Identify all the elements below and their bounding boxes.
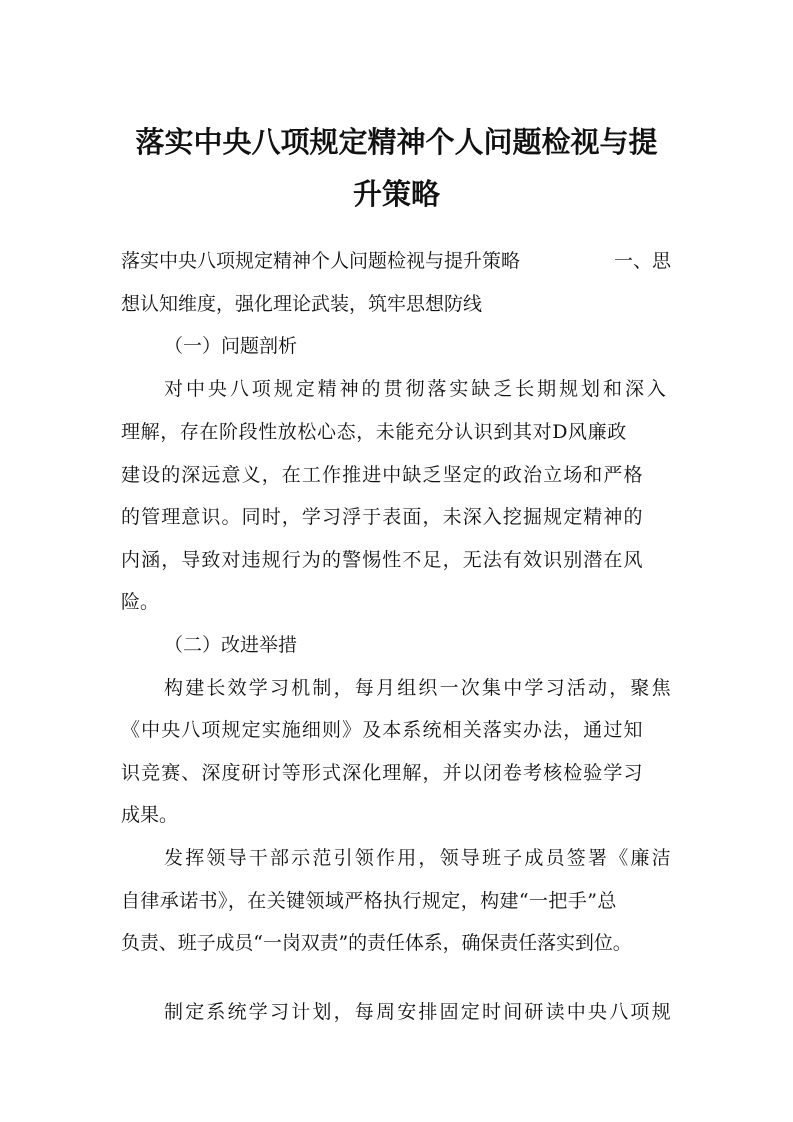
document-title-line-2: 升策略	[352, 177, 440, 211]
document-title-line-1: 落实中央八项规定精神个人问题检视与提	[135, 125, 658, 159]
section-heading-start: 一、思	[614, 250, 672, 272]
paragraph-line: 成果。	[121, 804, 179, 826]
paragraph-line: 识竞赛、深度研讨等形式深化理解，并以闭卷考核检验学习	[121, 762, 644, 784]
section-heading-cont: 想认知维度，强化理论武装，筑牢思想防线	[121, 293, 483, 315]
paragraph-line: 负责、班子成员“一岗双责”的责任体系，确保责任落实到位。	[121, 932, 632, 954]
subheading-improvement-measures: （二）改进举措	[164, 634, 298, 656]
paragraph-line: 构建长效学习机制，每月组织一次集中学习活动，聚焦	[164, 677, 673, 699]
paragraph-line: 建设的深远意义，在工作推进中缺乏坚定的政治立场和严格	[121, 464, 644, 486]
paragraph-line: 自律承诺书》，在关键领域严格执行规定，构建“一把手”总	[121, 890, 617, 912]
paragraph-line: 的管理意识。同时，学习浮于表面，未深入挖掘规定精神的	[121, 506, 644, 528]
paragraph-line: 理解，存在阶段性放松心态，未能充分认识到其对D风廉政	[121, 421, 627, 443]
paragraph-line: 对中央八项规定精神的贯彻落实缺乏长期规划和深入	[164, 378, 669, 400]
subheading-problem-analysis: （一）问题剖析	[164, 335, 298, 357]
paragraph-line: 《中央八项规定实施细则》及本系统相关落实办法，通过知	[121, 719, 644, 741]
paragraph-line: 发挥领导干部示范引领作用，领导班子成员签署《廉洁	[164, 847, 673, 869]
subtitle-text: 落实中央八项规定精神个人问题检视与提升策略	[121, 250, 521, 272]
paragraph-line: 险。	[121, 591, 160, 613]
paragraph-line: 内涵，导致对违规行为的警惕性不足，无法有效识别潜在风	[121, 549, 644, 571]
paragraph-line: 制定系统学习计划，每周安排固定时间研读中央八项规	[164, 1001, 673, 1023]
